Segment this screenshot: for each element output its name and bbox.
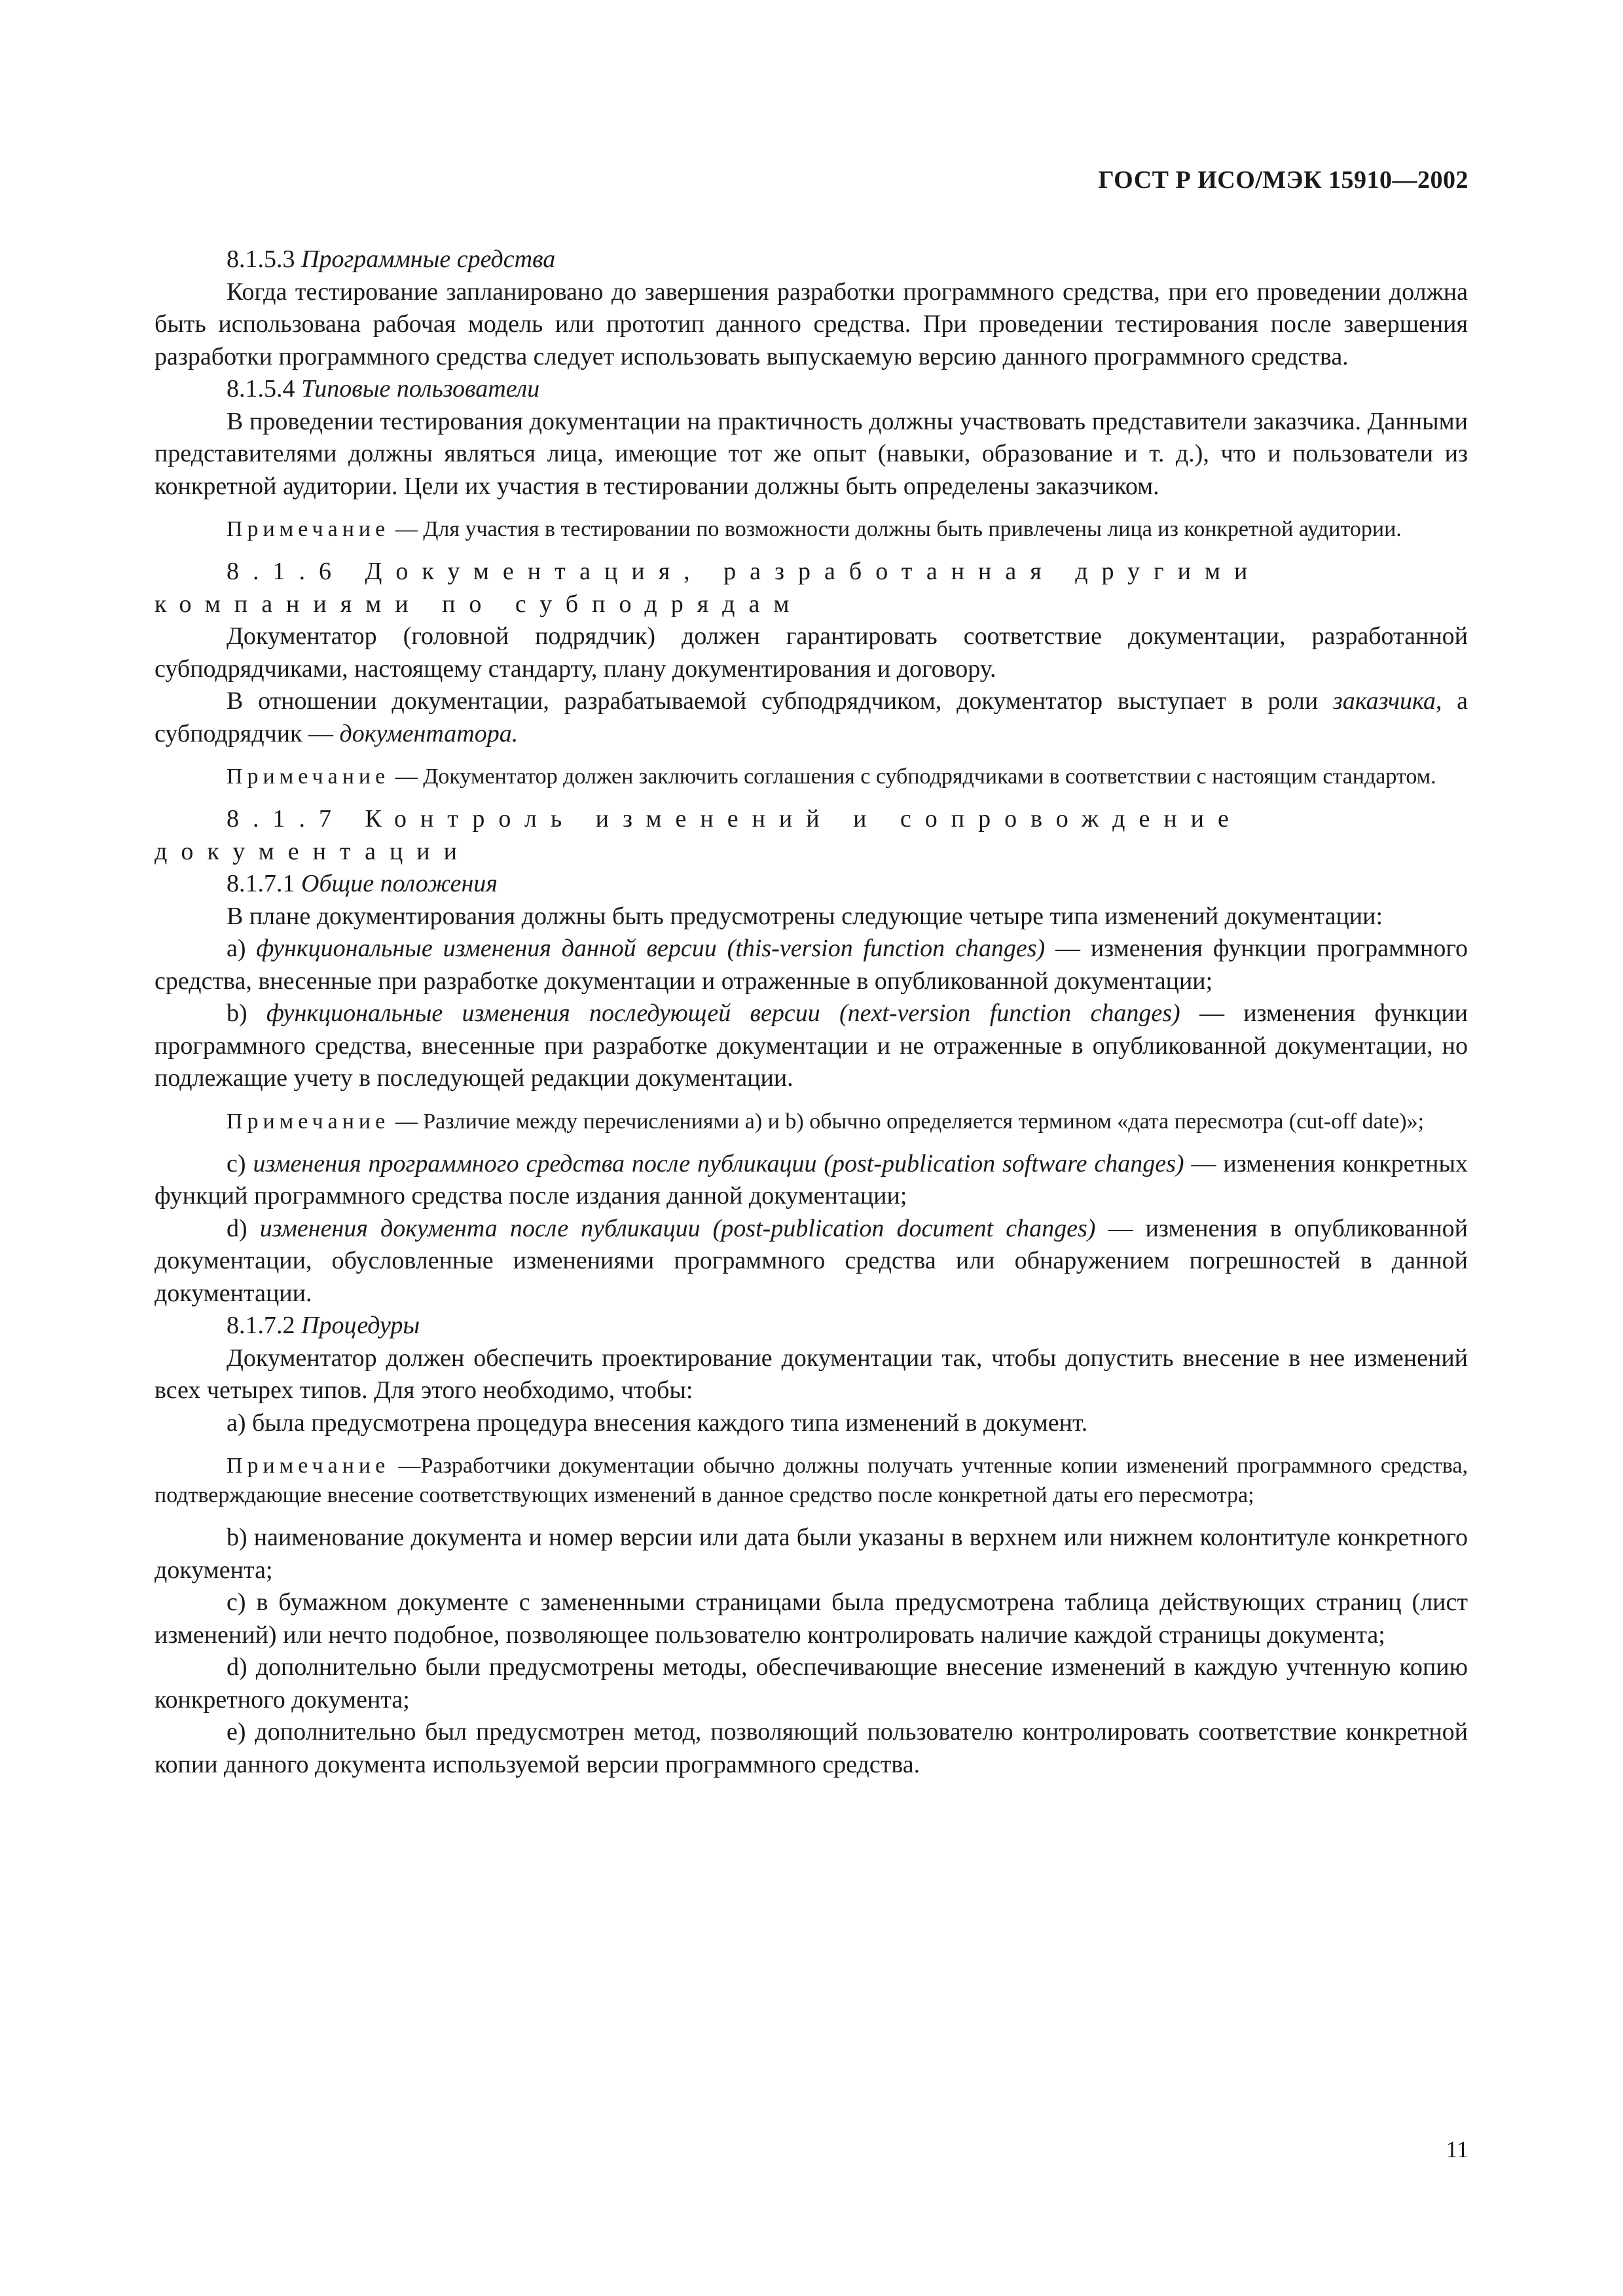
list-label: d) [227,1214,247,1242]
note-label: Примечание [227,1109,390,1134]
note-1 [155,514,1468,544]
note-2 [155,762,1468,791]
note-text: — Различие между перечислениями a) и b) обычно определяется термином «дата пересмотра (cut-off date)»; [395,1109,1425,1134]
list-text: — изменения конкретных функций программного средства после издания данной документации; [155,1149,1468,1210]
list-label: c) [227,1149,246,1177]
list-text: — изменения в опубликованной документации, обусловленные изменениями программного средства или обнаружением погрешностей в данной документации. [155,1214,1468,1307]
section-8-1-5-3-heading [155,243,1468,276]
para-text: а субподрядчик — [155,687,1468,747]
note-4 [155,1451,1468,1510]
list-label: a) [227,935,246,962]
section-title: Общие положения [301,870,498,897]
section-8-1-7-2-heading [155,1310,1468,1342]
section-8-1-7-1-intro: В плане документирования должны быть предусмотрены следующие четыре типа изменений документации: [227,902,1383,930]
note-label: Примечание [227,764,390,789]
section-8-1-7-heading: 8.1.7 Контроль изменений и сопровождение документации [155,805,1243,865]
italic-term: заказчика, [1332,687,1442,715]
note-text: —Разработчики документации обычно должны получать учтенные копии изменений программного средства, подтверждающие внесение соответствующих изменений в данное средство после конкретной даты его пересмотра; [155,1454,1468,1507]
document-header-code: ГОСТ Р ИСО/МЭК 15910—2002 [1098,166,1468,194]
italic-term: функциональные изменения последующей версии (next-version function changes) [266,999,1180,1027]
section-number: 8.1.5.3 [227,245,295,273]
section-8-1-6-heading: 8.1.6 Документация, разработанная другими компаниями по субподрядам [155,558,1262,618]
section-title: Программные средства [301,245,556,273]
italic-term: функциональные изменения данной версии (this-version function changes) [256,935,1046,962]
procedure-item-d: d) дополнительно были предусмотрены методы, обеспечивающие внесение изменений в каждую учтенную копию конкретного документа; [155,1653,1468,1713]
note-text: — Документатор должен заключить соглашения с субподрядчиками в соответствии с настоящим стандартом. [395,764,1436,789]
section-title: Процедуры [301,1312,420,1339]
italic-term: документатора. [339,719,519,747]
italic-term: изменения документа после публикации (post-publication document changes) [259,1214,1096,1242]
section-8-1-5-4-heading [155,373,1468,406]
italic-term: изменения программного средства после публикации (post-publication software changes) [253,1149,1184,1177]
section-8-1-7-1-heading [155,868,1468,901]
procedure-item-e: e) дополнительно был предусмотрен метод, позволяющий пользователю контролировать соответствие конкретной копии данного документа используемой версии программного средства. [155,1718,1468,1778]
section-8-1-5-4-body: В проведении тестирования документации на практичность должны участвовать представители заказчика. Данными представителями должны являться лица, имеющие тот же опыт (навыки, образование и т. д.), что и пользователи из конкретной аудитории. Цели их участия в тестировании должны быть определены заказчиком. [155,407,1468,500]
note-label: Примечание [227,1454,390,1478]
para-text: В отношении документации, разрабатываемой субподрядчиком, документатор выступает в роли [227,687,1319,715]
section-number: 8.1.7.2 [227,1312,295,1339]
section-number: 8.1.5.4 [227,375,295,403]
note-label: Примечание [227,517,390,541]
note-text: — Для участия в тестировании по возможности должны быть привлечены лица из конкретной аудитории. [395,517,1402,541]
page-content [155,243,1468,1781]
section-8-1-7-2-intro: Документатор должен обеспечить проектирование документации так, чтобы допустить внесение в нее изменений всех четырех типов. Для этого необходимо, чтобы: [155,1344,1468,1404]
page-number: 11 [1446,2136,1468,2162]
list-label: b) [227,999,247,1027]
section-8-1-6-para-1: Документатор (головной подрядчик) должен гарантировать соответствие документации, разработанной субподрядчиками, настоящему стандарту, плану документирования и договору. [155,622,1468,683]
section-number: 8.1.7.1 [227,870,295,897]
list-item-c [155,1148,1468,1213]
section-8-1-6-para-2 [155,685,1468,750]
procedure-item-c: c) в бумажном документе с замененными страницами была предусмотрена таблица действующих страниц (лист изменений) или нечто подобное, позволяющее пользователю контролировать наличие каждой страницы документа; [155,1588,1468,1649]
list-item-a [155,933,1468,997]
list-item-b [155,997,1468,1095]
procedure-item-b: b) наименование документа и номер версии или дата были указаны в верхнем или нижнем колонтитуле конкретного документа; [155,1524,1468,1584]
note-3 [155,1107,1468,1136]
section-8-1-5-3-body: Когда тестирование запланировано до завершения разработки программного средства, при его проведении должна быть использована рабочая модель или прототип данного средства. При проведении тестирования после завершения разработки программного средства следует использовать выпускаемую версию данного программного средства. [155,278,1468,370]
section-title: Типовые пользователи [301,375,540,403]
list-text: — изменения функции программного средства, внесенные при разработке документации и не отраженные в опубликованной документации, но подлежащие учету в последующей редакции документации. [155,999,1468,1092]
list-item-d [155,1213,1468,1310]
list-text: — изменения функции программного средства, внесенные при разработке документации и отраженные в опубликованной документации; [155,935,1468,995]
procedure-item-a: a) была предусмотрена процедура внесения каждого типа изменений в документ. [227,1408,1088,1437]
